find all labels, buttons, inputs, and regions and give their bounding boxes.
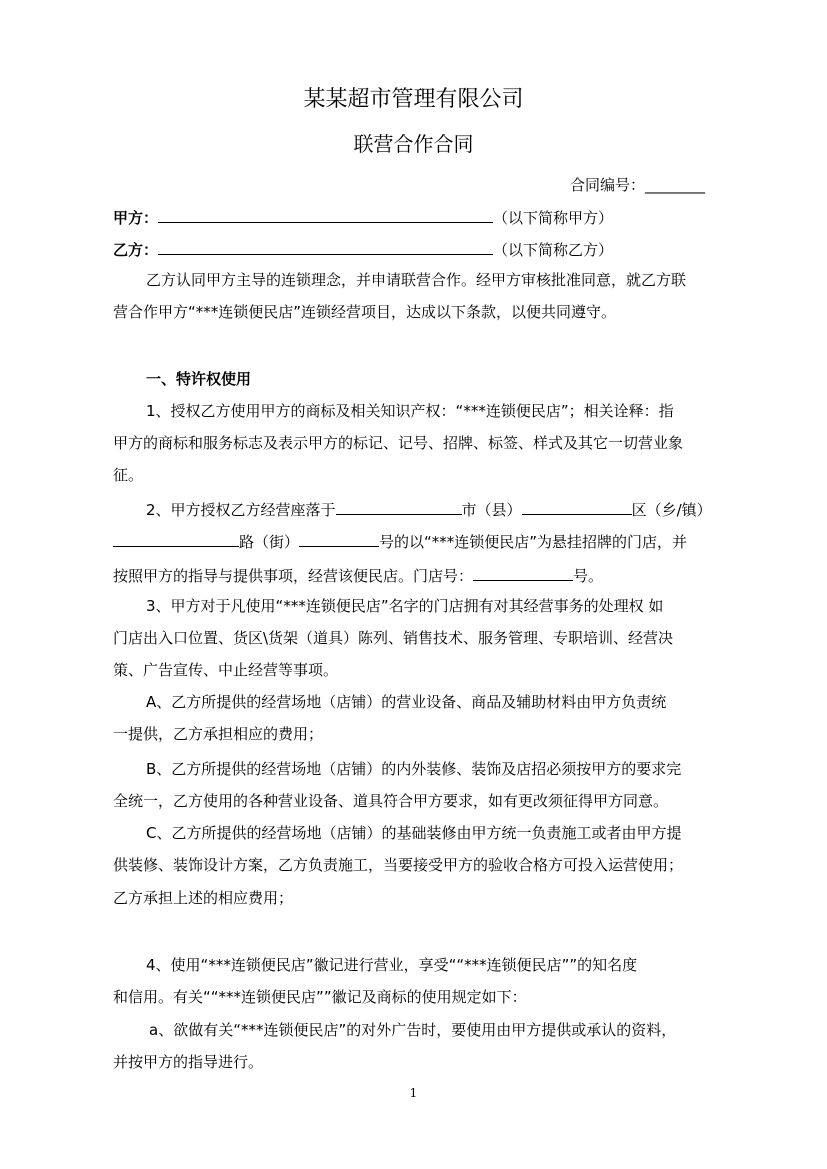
clause-4a-line: a、欲做有关“***连锁便民店”的对外广告时，要使用由甲方提供或承认的资料，	[149, 1021, 677, 1039]
clause-3-line: 策、广告宣传、中止经营等事项。	[113, 661, 339, 679]
clause-2-text: 2、甲方授权乙方经营座落于	[146, 501, 336, 519]
clause-4-line: 和信用。有关““***连锁便民店””徽记及商标的使用规定如下：	[113, 988, 527, 1006]
clause-c-line: 供装修、装饰设计方案，乙方负责施工，当要接受甲方的验收合格方可投入运营使用；	[113, 856, 684, 874]
clause-c-line: 乙方承担上述的相应费用；	[113, 889, 294, 907]
clause-4-line: 4、使用“***连锁便民店”徽记进行营业，享受““***连锁便民店””的知名度	[146, 956, 638, 974]
road-blank	[113, 530, 239, 547]
party-a-line	[113, 206, 613, 228]
clause-4a-line: 并按甲方的指导进行。	[113, 1053, 264, 1071]
clause-2-line	[146, 498, 712, 520]
clause-a-line: 一提供，乙方承担相应的费用；	[113, 725, 324, 743]
clause-2-text: 按照甲方的指导与提供事项，经营该便民店。门店号：	[113, 567, 474, 585]
clause-2-line	[113, 564, 603, 586]
party-b-label: 乙方：	[113, 241, 159, 259]
section-heading: 一、特许权使用	[146, 370, 252, 388]
intro-line: 营合作甲方“***连锁便民店”连锁经营项目，达成以下条款，以便共同遵守。	[113, 303, 617, 321]
clause-1-line: 征。	[113, 466, 144, 484]
contract-number	[570, 175, 705, 195]
party-b-blank	[158, 238, 493, 255]
party-a-blank	[158, 206, 493, 223]
clause-2-text: 号的以“***连锁便民店”为悬挂招牌的门店，并	[379, 533, 688, 551]
district-blank	[522, 498, 632, 515]
contract-title: 联营合作合同	[353, 132, 474, 156]
city-blank	[336, 498, 462, 515]
clause-b-line: B、乙方所提供的经营场地（店铺）的内外装修、装饰及店招必须按甲方的要求完	[146, 760, 682, 778]
clause-a-line: A、乙方所提供的经营场地（店铺）的营业设备、商品及辅助材料由甲方负责统	[146, 693, 667, 711]
clause-2-line	[113, 530, 687, 552]
party-b-line	[113, 238, 613, 260]
company-name: 某某超市管理有限公司	[303, 87, 524, 112]
contract-number-blank: ________	[645, 176, 706, 194]
party-a-label: 甲方：	[113, 209, 159, 227]
clause-1-line: 1、授权乙方使用甲方的商标及相关知识产权：“***连锁便民店”；相关诠释：指	[146, 402, 674, 420]
clause-c-line: C、乙方所提供的经营场地（店铺）的基础装修由甲方统一负责施工或者由甲方提	[146, 824, 682, 842]
clause-2-text: 路（街）	[239, 533, 300, 551]
clause-1-line: 甲方的商标和服务标志及表示甲方的标记、记号、招牌、标签、样式及其它一切营业象	[113, 434, 684, 452]
contract-number-label: 合同编号：	[570, 176, 646, 194]
clause-2-text: 市（县）	[461, 501, 522, 519]
party-b-note: （以下简称乙方）	[493, 241, 614, 259]
clause-2-text: 号。	[573, 567, 604, 585]
clause-3-line: 3、甲方对于凡使用“***连锁便民店”名字的门店拥有对其经营事务的处理权 如	[146, 597, 664, 615]
intro-line: 乙方认同甲方主导的连锁理念，并申请联营合作。经甲方审核批准同意，就乙方联	[146, 271, 687, 289]
party-a-note: （以下简称甲方）	[493, 209, 614, 227]
clause-2-text: 区（乡/镇）	[631, 501, 712, 519]
number-blank	[299, 530, 379, 547]
store-number-blank	[473, 564, 573, 581]
clause-b-line: 全统一，乙方使用的各种营业设备、道具符合甲方要求，如有更改须征得甲方同意。	[113, 792, 669, 810]
clause-3-line: 门店出入口位置、货区\货架（道具）陈列、销售技术、服务管理、专职培训、经营决	[113, 629, 674, 647]
page-number: 1	[409, 1086, 418, 1100]
